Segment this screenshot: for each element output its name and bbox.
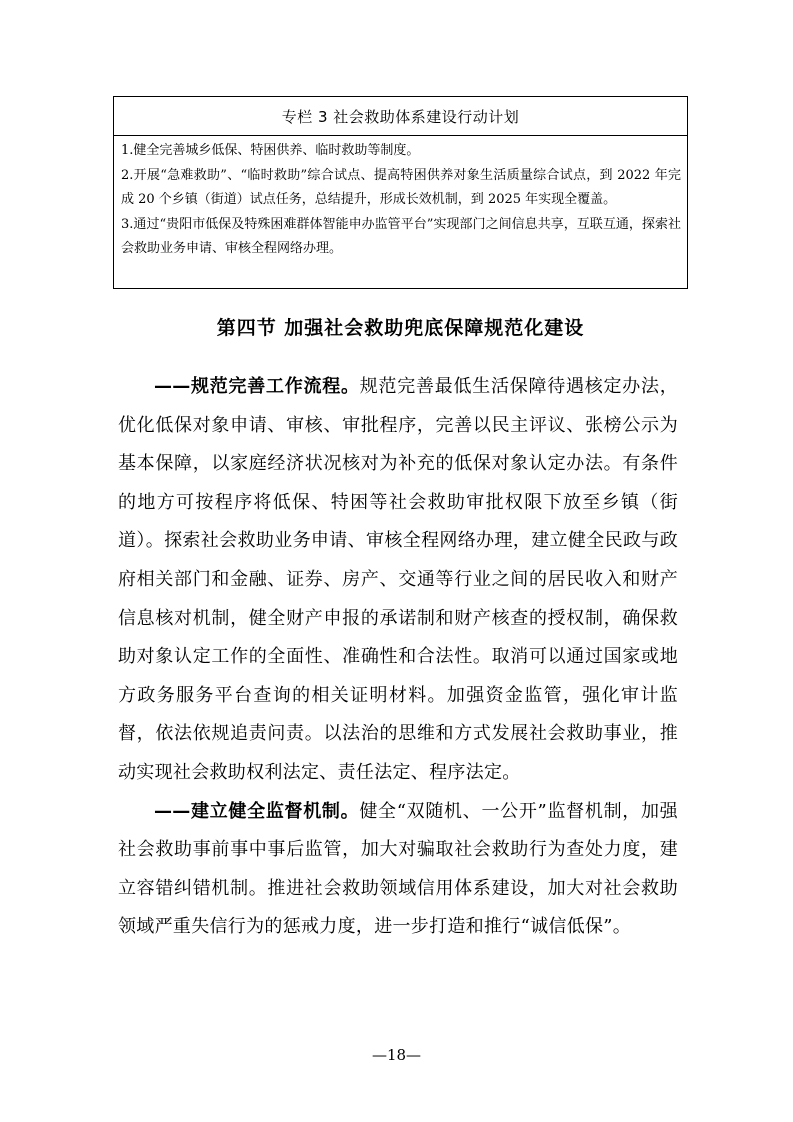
box-item: 3.通过“贵阳市低保及特殊困难群体智能申办监管平台”实现部门之间信息共享，互联互通，探索社会救助业务申请、审核全程网络办理。 <box>121 217 681 256</box>
paragraph <box>118 793 678 947</box>
section-title: 第四节 加强社会救助兜底保障规范化建设 <box>216 317 585 339</box>
box-body <box>114 136 687 261</box>
paragraph-text: 规范完善最低生活保障待遇核定办法，优化低保对象申请、审核、审批程序，完善以民主评议、张榜公示为基本保障，以家庭经济状况核对为补充的低保对象认定办法。有条件的地方可按程序将低保、特困等社会救助审批权限下放至乡镇（街道）。探索社会救助业务申请、审核全程网络办理，建立健全民政与政府相关部门和金融、证券、房产、交通等行业之间的居民收入和财产信息核对机制，健全财产申报的承诺制和财产核查的授权制，确保救助对象认定工作的全面性、准确性和合法性。取消可以通过国家或地方政务服务平台查询的相关证明材料。加强资金监管，强化审计监督，依法依规追责问责。以法治的思维和方式发展社会救助事业，推动实现社会救助权利法定、责任法定、程序法定。 <box>118 376 678 783</box>
paragraph-text: 健全“双随机、一公开”监督机制，加强社会救助事前事中事后监管，加大对骗取社会救助行为查处力度，建立容错纠错机制。推进社会救助领域信用体系建设，加大对社会救助领域严重失信行为的惩戒力度，进一步打造和推行“诚信低保”。 <box>118 800 678 938</box>
paragraph-lead: ——建立健全监督机制。 <box>154 800 360 822</box>
paragraph-lead: ——规范完善工作流程。 <box>154 376 360 397</box>
box-item: 2.开展“急难救助”、“临时救助”综合试点、提高特困供养对象生活质量综合试点，到 2022 年完成 20 个乡镇（街道）试点任务，总结提升，形成长效机制，到 2025 年实现全覆盖。 <box>121 168 681 207</box>
body-content <box>118 368 678 947</box>
paragraph <box>118 368 678 793</box>
box-item: 1.健全完善城乡低保、特困供养、临时救助等制度。 <box>121 143 420 158</box>
page-number: —18— <box>371 1046 422 1064</box>
box-title: 专栏 3 社会救助体系建设行动计划 <box>114 97 687 136</box>
action-plan-box <box>113 96 688 289</box>
